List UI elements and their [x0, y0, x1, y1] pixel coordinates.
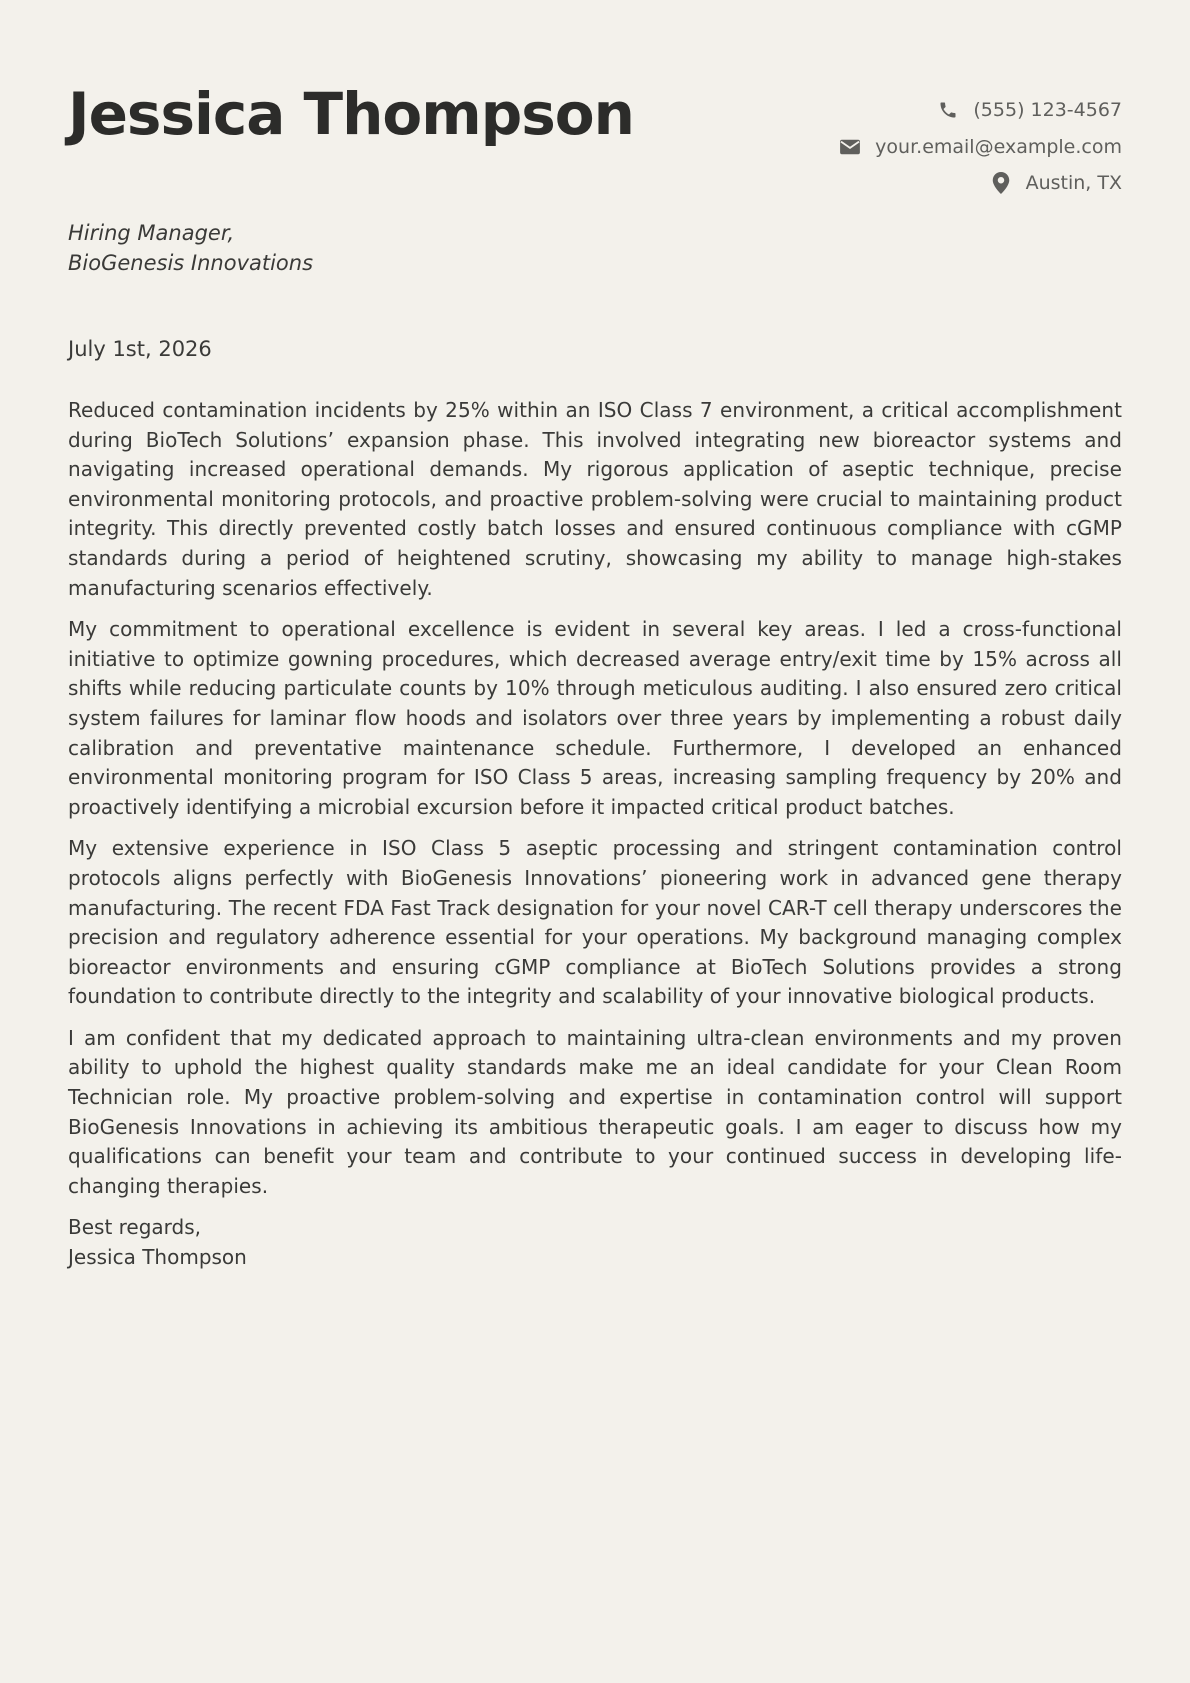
- paragraph: My extensive experience in ISO Class 5 aseptic processing and stringent contamination control protocols aligns perfectly with BioGenesis Innovations’ pioneering work in advanced gene therapy manufacturing. The recent FDA Fast Track designation for your novel CAR-T cell therapy underscores the precision and regulatory adherence essential for your operations. My background managing complex bioreactor environments and ensuring cGMP compliance at BioTech Solutions provides a strong foundation to contribute directly to the integrity and scalability of your innovative biological products.: [68, 836, 1122, 1009]
- phone-number: (555) 123-4567: [973, 99, 1122, 122]
- paragraph: Reduced contamination incidents by 25% within an ISO Class 7 environment, a critical accomplishment during BioTech Solutions’ expansion phase. This involved integrating new bioreactor systems and navigating increased operational demands. My rigorous application of aseptic technique, precise environmental monitoring protocols, and proactive problem-solving were crucial to maintaining product integrity. This directly prevented costly batch losses and ensured continuous compliance with cGMP standards during a period of heightened scrutiny, showcasing my ability to manage high-stakes manufacturing scenarios effectively.: [68, 398, 1122, 600]
- letter-body: [68, 396, 1122, 1273]
- envelope-icon: [839, 136, 861, 158]
- cover-letter-page: [68, 0, 1122, 1683]
- paragraph: I am confident that my dedicated approach to maintaining ultra-clean environments and my proven ability to uphold the highest quality standards make me an ideal candidate for your Clean Room Technician role. My proactive problem-solving and expertise in contamination control will support BioGenesis Innovations in achieving its ambitious therapeutic goals. I am eager to discuss how my qualifications can benefit your team and contribute to your continued success in developing life-changing therapies.: [68, 1025, 1122, 1198]
- closing-block: [68, 1213, 1122, 1272]
- applicant-name: Jessica Thompson: [68, 80, 634, 148]
- letter-date: July 1st, 2026: [68, 337, 212, 361]
- paragraph: My commitment to operational excellence is evident in several key areas. I led a cross-functional initiative to optimize gowning procedures, which decreased average entry/exit time by 15% across all shifts while reducing particulate counts by 10% through meticulous auditing. I also ensured zero critical system failures for laminar flow hoods and isolators over three years by implementing a robust daily calibration and preventative maintenance schedule. Furthermore, I developed an enhanced environmental monitoring program for ISO Class 5 areas, increasing sampling frequency by 20% and proactively identifying a microbial excursion before it impacted critical product batches.: [68, 617, 1122, 819]
- map-pin-icon: [990, 172, 1012, 194]
- email-address: your.email@example.com: [875, 135, 1122, 158]
- contact-location: [839, 165, 1122, 202]
- recipient-block: [68, 218, 313, 278]
- closing-salutation: Best regards,: [68, 1215, 202, 1240]
- contact-email: [839, 129, 1122, 166]
- recipient-company: BioGenesis Innovations: [68, 251, 314, 275]
- recipient-title: Hiring Manager,: [68, 221, 235, 245]
- contact-info: [839, 92, 1122, 202]
- location-text: Austin, TX: [1025, 172, 1122, 195]
- contact-phone: [839, 92, 1122, 129]
- closing-signature: Jessica Thompson: [68, 1245, 247, 1270]
- letter-header: [68, 0, 1122, 210]
- phone-icon: [937, 99, 959, 121]
